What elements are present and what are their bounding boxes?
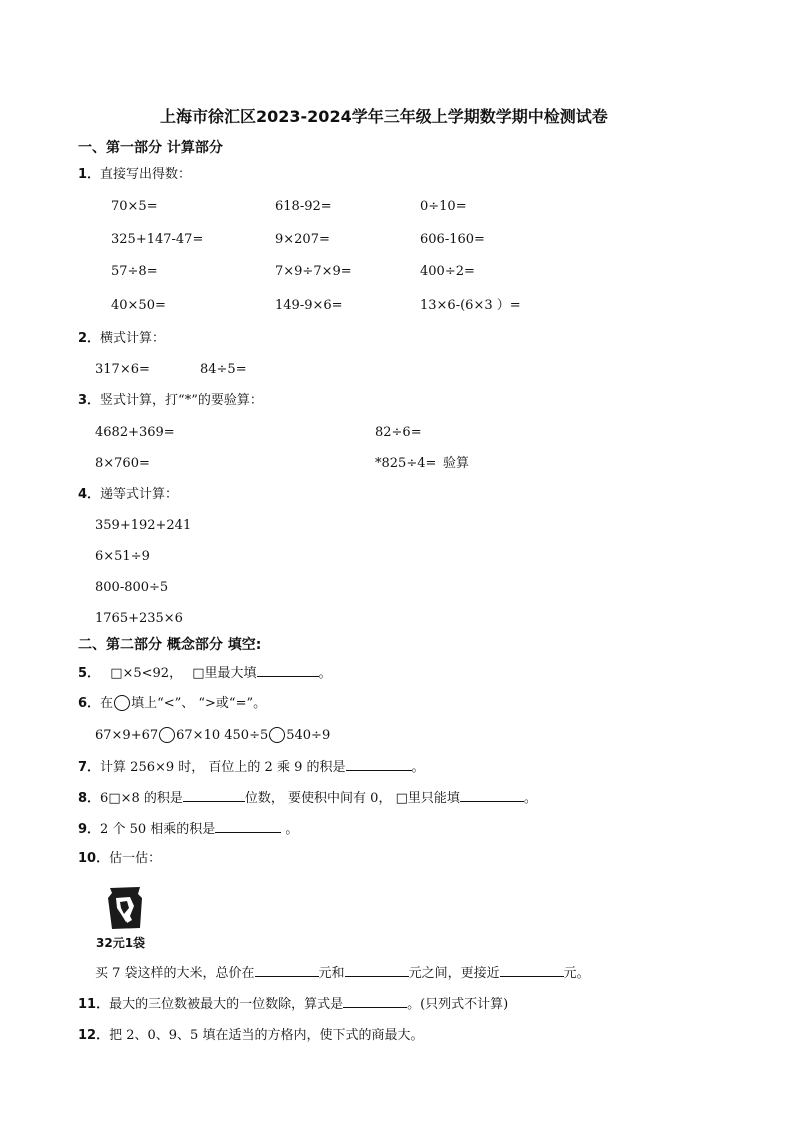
answer-blank[interactable] — [255, 964, 319, 977]
calc-item: 13×6-(6×3 ）= — [420, 298, 521, 313]
answer-blank[interactable] — [257, 664, 319, 677]
calc-item: 325+147-47= — [111, 232, 204, 247]
question-text: 位数， 要使积中间有 0， □里只能填 — [244, 791, 460, 806]
question-text: 计算 256×9 时， 百位上的 2 乘 9 的积是 — [100, 760, 346, 775]
question-12 — [78, 1028, 423, 1044]
answer-blank[interactable] — [460, 789, 524, 802]
calc-item: 82÷6= — [375, 425, 422, 440]
answer-blank[interactable] — [500, 964, 564, 977]
question-end: 。 — [523, 791, 537, 806]
calc-item: 57÷8= — [111, 264, 158, 279]
circle-blank[interactable] — [269, 727, 285, 743]
question-5 — [78, 664, 332, 682]
question-text: 最大的三位数被最大的一位数除，算式是 — [109, 997, 344, 1012]
question-text: 竖式计算，打“*”的要验算： — [100, 393, 263, 408]
question-text: 2 个 50 相乘的积是 — [100, 822, 216, 837]
question-end: 。(只列式不计算) — [407, 997, 509, 1012]
answer-blank[interactable] — [346, 758, 412, 771]
calc-item: 84÷5= — [200, 362, 247, 377]
question-number: 8． — [78, 791, 101, 806]
question-6 — [78, 695, 266, 712]
answer-blank[interactable] — [343, 995, 407, 1008]
calc-item: 400÷2= — [420, 264, 475, 279]
question-number: 4． — [78, 487, 101, 502]
question-number: 7． — [78, 760, 101, 775]
answer-blank[interactable] — [183, 789, 245, 802]
rice-price-caption: 32元1袋 — [96, 936, 146, 950]
question-text: 元和 — [318, 966, 345, 981]
question-text: □×5<92， — [110, 666, 183, 681]
question-7 — [78, 758, 425, 776]
question-10 — [78, 851, 161, 867]
question-text: 递等式计算： — [100, 487, 179, 502]
calc-item: 317×6= — [95, 362, 150, 377]
calc-item: 1765+235×6 — [95, 611, 183, 626]
calc-item: 0÷10= — [420, 199, 467, 214]
question-number: 3． — [78, 393, 101, 408]
question-text: 6□×8 的积是 — [100, 791, 183, 806]
calc-item: 4682+369= — [95, 425, 175, 440]
circle-blank[interactable] — [159, 727, 175, 743]
question-text: 填上“<”、 “>或“=”。 — [131, 696, 267, 711]
question-9 — [78, 820, 298, 838]
question-1 — [78, 167, 191, 183]
verify-label: 验算 — [443, 456, 470, 471]
expression: 67×9+67 — [95, 728, 159, 743]
expression: 540÷9 — [286, 728, 331, 743]
question-text: 元。 — [563, 966, 590, 981]
answer-blank[interactable] — [345, 964, 409, 977]
calc-item: 7×9÷7×9= — [275, 264, 352, 279]
rice-bag-icon — [96, 884, 156, 932]
calc-item: 606-160= — [420, 232, 485, 247]
question-end: 。 — [318, 666, 332, 681]
calc-item: 800-800÷5 — [95, 580, 169, 595]
question-2 — [78, 331, 165, 347]
calc-item: 40×50= — [111, 298, 166, 313]
calc-item: 359+192+241 — [95, 518, 192, 533]
rice-bag-image — [96, 884, 156, 950]
page-title: 上海市徐汇区2023-2024学年三年级上学期数学期中检测试卷 — [160, 107, 608, 126]
question-number: 12． — [78, 1028, 110, 1043]
section-heading-part1: 一、第一部分 计算部分 — [78, 140, 223, 156]
question-number: 2． — [78, 331, 101, 346]
question-3 — [78, 393, 263, 409]
question-text: 在 — [100, 696, 114, 711]
question-text: 横式计算： — [100, 331, 166, 346]
question-end: 。 — [411, 760, 425, 775]
question-8 — [78, 789, 537, 807]
question-text: 把 2、0、9、5 填在适当的方格内，使下式的商最大。 — [109, 1028, 424, 1043]
question-text: 估一估： — [109, 851, 162, 866]
question-10-sentence — [95, 964, 590, 982]
question-text: 买 7 袋这样的大米，总价在 — [95, 966, 255, 981]
question-text: 直接写出得数： — [100, 167, 192, 182]
section-heading-part2: 二、第二部分 概念部分 填空: — [78, 637, 262, 653]
question-number: 6． — [78, 696, 101, 711]
question-number: 11． — [78, 997, 110, 1012]
question-text: □里最大填 — [192, 666, 257, 681]
calc-item: 70×5= — [111, 199, 158, 214]
expression: 67×10 450÷5 — [176, 728, 269, 743]
compare-row — [95, 727, 330, 744]
question-number: 10． — [78, 851, 110, 866]
question-text: 元之间，更接近 — [408, 966, 500, 981]
question-4 — [78, 487, 178, 503]
calc-item: 9×207= — [275, 232, 330, 247]
calc-item: 6×51÷9 — [95, 549, 150, 564]
calc-item: *825÷4= — [375, 456, 437, 471]
circle-blank[interactable] — [114, 695, 130, 711]
question-number: 5． — [78, 666, 101, 681]
calc-item: 618-92= — [275, 199, 332, 214]
question-number: 9． — [78, 822, 101, 837]
question-11 — [78, 995, 508, 1013]
question-end: 。 — [281, 822, 299, 837]
calc-item: 8×760= — [95, 456, 150, 471]
answer-blank[interactable] — [215, 820, 281, 833]
question-number: 1． — [78, 167, 101, 182]
calc-item: 149-9×6= — [275, 298, 343, 313]
